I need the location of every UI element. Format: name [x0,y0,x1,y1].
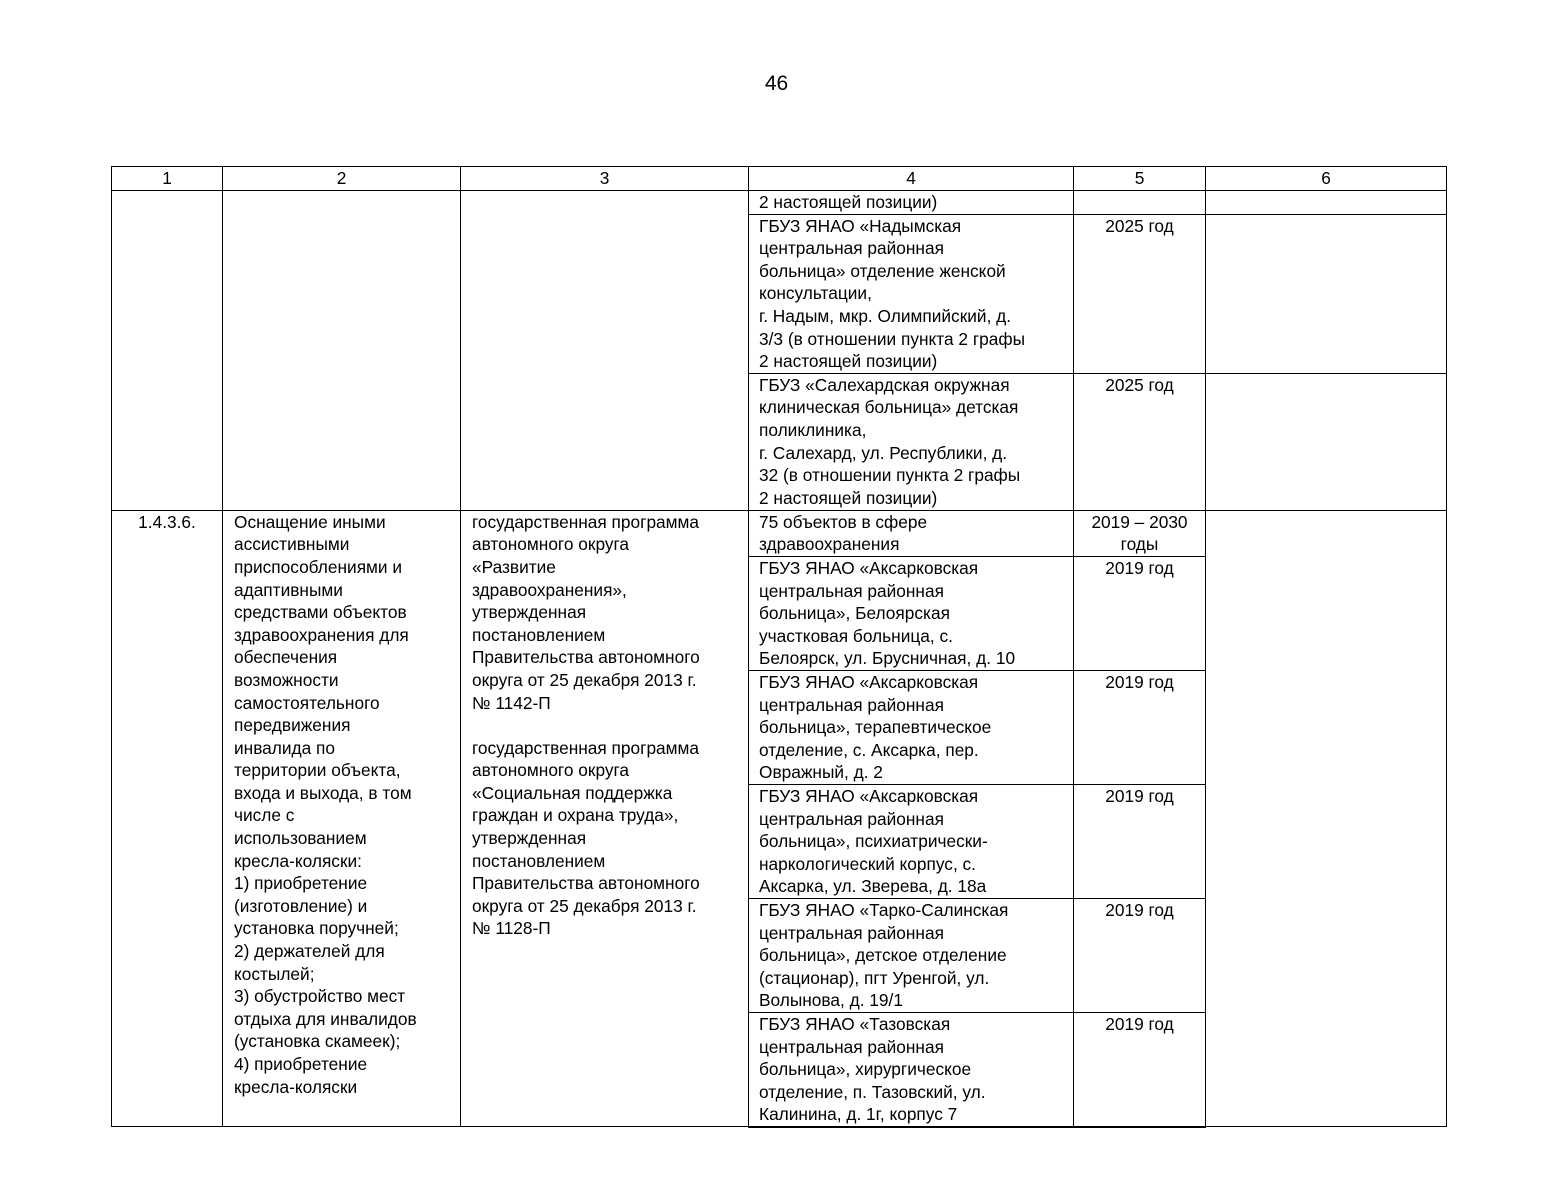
continued-measure [223,191,461,511]
note-cell [1206,214,1447,373]
item-note [1206,510,1447,1127]
note-cell [1206,373,1447,510]
continued-number [112,191,223,511]
object-cell: ГБУЗ ЯНАО «Аксарковская центральная районная больница», терапевтическое отделение, с. Аксарка, пер. Овражный, д. 2 [749,670,1074,784]
continued-program [461,191,749,511]
header-col-1: 1 [112,167,223,191]
header-col-5: 5 [1074,167,1206,191]
year-cell: 2019 год [1074,898,1206,1012]
note-cell [1206,191,1447,215]
header-col-2: 2 [223,167,461,191]
header-col-3: 3 [461,167,749,191]
year-cell: 2019 год [1074,784,1206,898]
object-cell: ГБУЗ ЯНАО «Аксарковская центральная районная больница», Белоярская участковая больница, с. Белоярск, ул. Брусничная, д. 10 [749,556,1074,670]
header-col-6: 6 [1206,167,1447,191]
year-cell: 2025 год [1074,373,1206,510]
page-number: 46 [764,72,789,95]
object-cell: ГБУЗ ЯНАО «Надымская центральная районная больница» отделение женской консультации, г. Надым, мкр. Олимпийский, д. 3/3 (в отношении пункта 2 графы 2 настоящей позиции) [749,214,1074,373]
item-measure: Оснащение иными ассистивными приспособлениями и адаптивными средствами объектов здравоохранения для обеспечения возможности самостоятельного передвижения инвалида по территории объекта, входа и выхода, в том числе с использованием кресла-коляски: 1) приобретение (изготовление) и установка поручней; 2) держателей для костылей; 3) обустройство мест отдыха для инвалидов (установка скамеек); 4) приобретение кресла-коляски [223,510,461,1127]
object-cell: 2 настоящей позиции) [749,191,1074,215]
year-cell: 2019 год [1074,556,1206,670]
year-cell: 2019 – 2030 годы [1074,510,1206,556]
plan-table [111,166,1447,1128]
year-cell [1074,191,1206,215]
header-row [112,167,1447,191]
table-row [112,510,1447,556]
object-cell: ГБУЗ «Салехардская окружная клиническая больница» детская поликлиника, г. Салехард, ул. Республики, д. 32 (в отношении пункта 2 графы 2 настоящей позиции) [749,373,1074,510]
item-number: 1.4.3.6. [112,510,223,1127]
year-cell: 2019 год [1074,1012,1206,1126]
object-cell: ГБУЗ ЯНАО «Аксарковская центральная районная больница», психиатрически- наркологический корпус, с. Аксарка, ул. Зверева, д. 18а [749,784,1074,898]
object-cell: ГБУЗ ЯНАО «Тазовская центральная районная больница», хирургическое отделение, п. Тазовский, ул. Калинина, д. 1г, корпус 7 [749,1012,1074,1126]
item-program: государственная программа автономного округа «Развитие здравоохранения», утвержденная постановлением Правительства автономного округа от 25 декабря 2013 г. № 1142-П государственная программа автономного округа «Социальная поддержка граждан и охрана труда», утвержденная постановлением Правительства автономного округа от 25 декабря 2013 г. № 1128-П [461,510,749,1127]
year-cell: 2025 год [1074,214,1206,373]
year-cell: 2019 год [1074,670,1206,784]
header-col-4: 4 [749,167,1074,191]
object-cell: ГБУЗ ЯНАО «Тарко-Салинская центральная районная больница», детское отделение (стационар), пгт Уренгой, ул. Волынова, д. 19/1 [749,898,1074,1012]
table-row [112,191,1447,215]
object-cell: 75 объектов в сфере здравоохранения [749,510,1074,556]
